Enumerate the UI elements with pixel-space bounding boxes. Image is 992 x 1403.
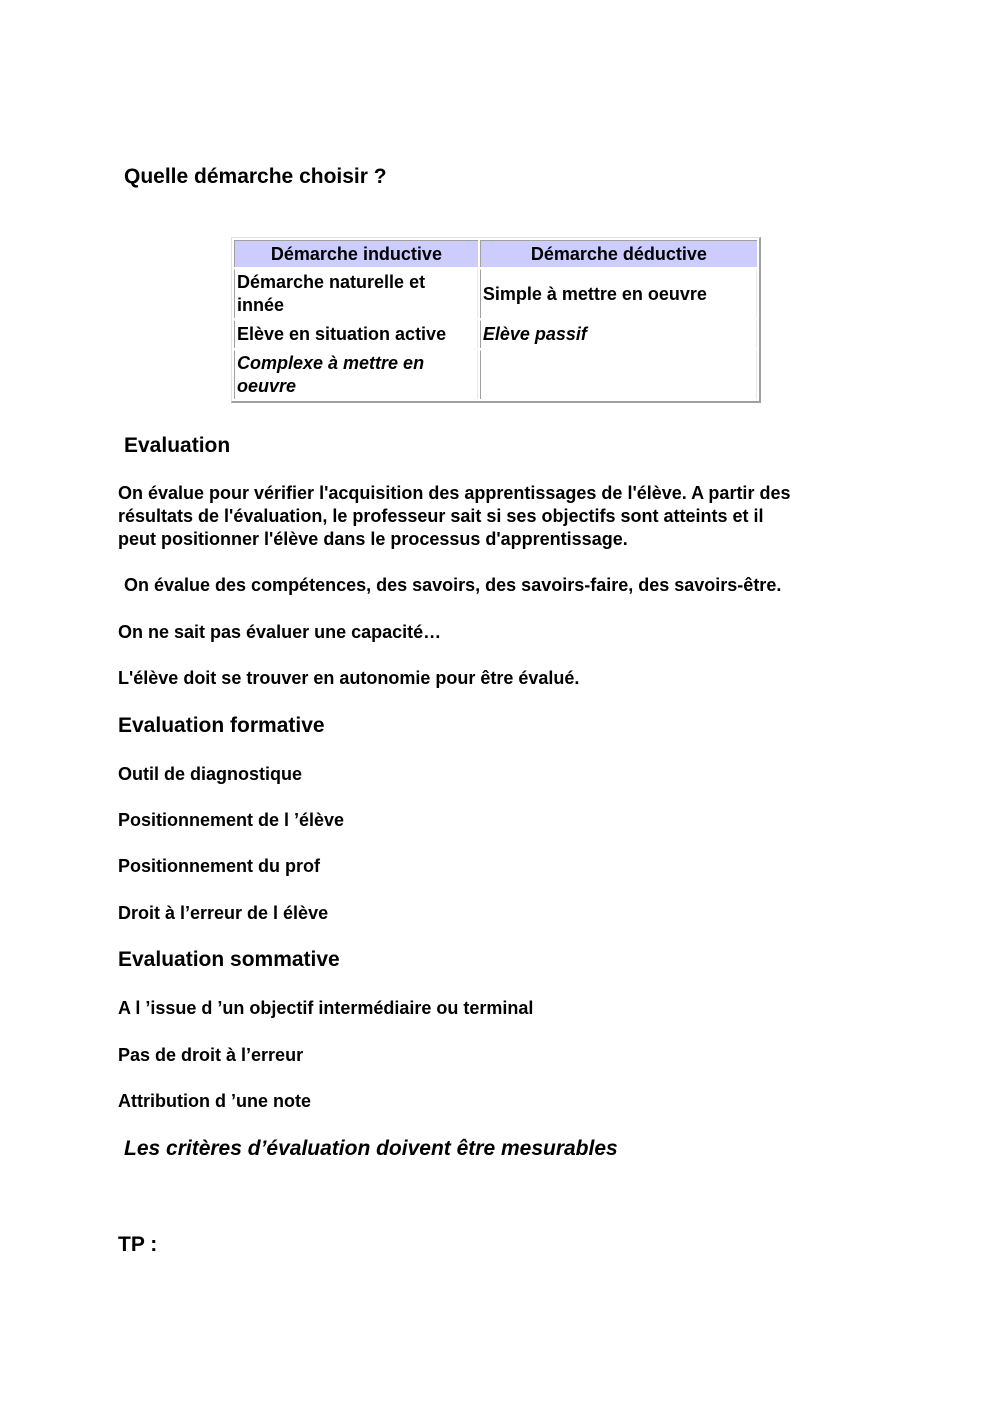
evaluation-heading: Evaluation [124,434,231,457]
table-cell [480,350,757,399]
table-cell: Démarche naturelle et innée [234,269,478,318]
formative-item: Droit à l’erreur de l élève [118,903,329,923]
table-header-inductive: Démarche inductive [234,240,478,267]
sommative-item: Attribution d ’une note [118,1091,311,1111]
evaluation-competences-text: On évalue des compétences, des savoirs, des savoirs-faire, des savoirs-être. [124,575,782,595]
table-cell: Complexe à mettre en oeuvre [234,350,478,399]
page-title: Quelle démarche choisir ? [124,165,387,188]
formative-item: Positionnement de l ’élève [118,810,345,830]
evaluation-paragraph-line: peut positionner l'élève dans le processus d'apprentissage. [118,529,628,549]
table-cell: Elève passif [480,320,757,348]
criteria-note: Les critères d’évaluation doivent être mesurables [124,1137,618,1160]
sommative-item: A l ’issue d ’un objectif intermédiaire ou terminal [118,998,534,1018]
tp-label: TP : [118,1233,158,1256]
sommative-item: Pas de droit à l’erreur [118,1045,304,1065]
table-header-row [234,240,757,267]
formative-item: Positionnement du prof [118,856,320,876]
evaluation-capacity-text: On ne sait pas évaluer une capacité… [118,622,442,642]
evaluation-paragraph-line: résultats de l'évaluation, le professeur sait si ses objectifs sont atteints et il [118,506,764,526]
formative-item: Outil de diagnostique [118,764,302,784]
table-header-deductive: Démarche déductive [480,240,757,267]
table-row [234,269,757,318]
comparison-table [231,237,761,403]
table-cell: Simple à mettre en oeuvre [480,269,757,318]
formative-heading: Evaluation formative [118,714,325,737]
table-row [234,320,757,348]
evaluation-paragraph-line: On évalue pour vérifier l'acquisition des apprentissages de l'élève. A partir des [118,483,791,503]
table-row [234,350,757,399]
evaluation-autonomy-text: L'élève doit se trouver en autonomie pour être évalué. [118,668,580,688]
table-cell: Elève en situation active [234,320,478,348]
sommative-heading: Evaluation sommative [118,948,340,971]
